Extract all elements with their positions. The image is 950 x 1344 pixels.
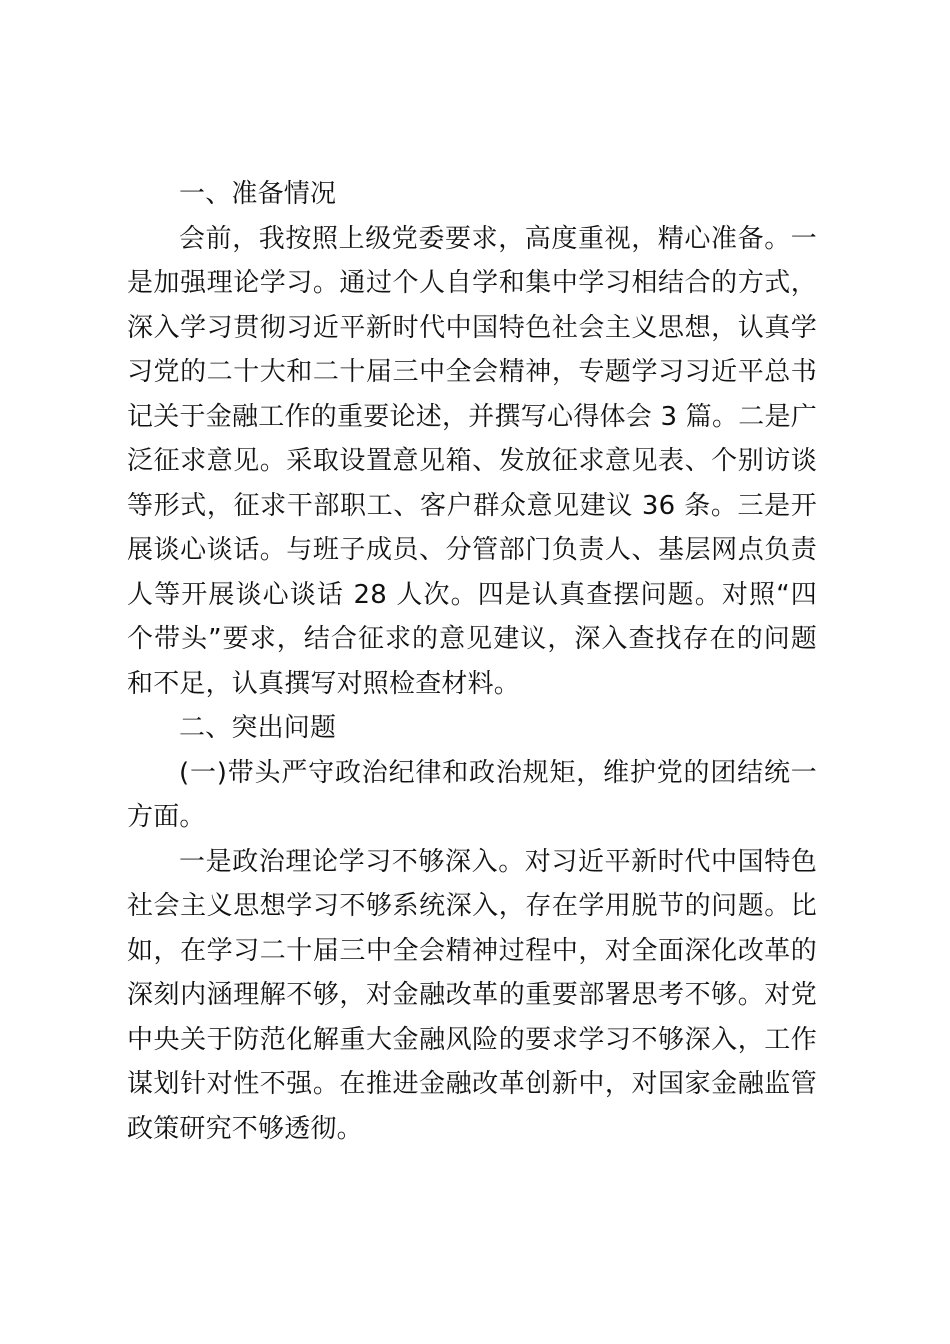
section-heading-problems: 二、突出问题 [179, 713, 337, 743]
section-heading-preparation: 一、准备情况 [179, 179, 337, 209]
problems-paragraph: 一是政治理论学习不够深入。对习近平新时代中国特色社会主义思想学习不够系统深入，存在学用脱节的问题。比如，在学习二十届三中全会精神过程中，对全面深化改革的深刻内涵理解不够，对金融改革的重要部署思考不够。对党中央关于防范化解重大金融风险的要求学习不够深入，工作谋划针对性不强。在推进金融改革创新中，对国家金融监管政策研究不够透彻。 [127, 846, 817, 1144]
document-body [127, 172, 817, 1151]
subsection-heading-political-discipline: (一)带头严守政治纪律和政治规矩，维护党的团结统一方面。 [127, 757, 817, 832]
preparation-paragraph: 会前，我按照上级党委要求，高度重视，精心准备。一是加强理论学习。通过个人自学和集中学习相结合的方式，深入学习贯彻习近平新时代中国特色社会主义思想，认真学习党的二十大和二十届三中全会精神，专题学习习近平总书记关于金融工作的重要论述，并撰写心得体会 3 篇。二是广泛征求意见。采取设置意见箱、发放征求意见表、个别访谈等形式，征求干部职工、客户群众意见建议 36 条。三是开展谈心谈话。与班子成员、分管部门负责人、基层网点负责人等开展谈心谈话 28 人次。四是认真查摆问题。对照“四个带头”要求，结合征求的意见建议，深入查找存在的问题和不足，认真撰写对照检查材料。 [127, 223, 817, 699]
